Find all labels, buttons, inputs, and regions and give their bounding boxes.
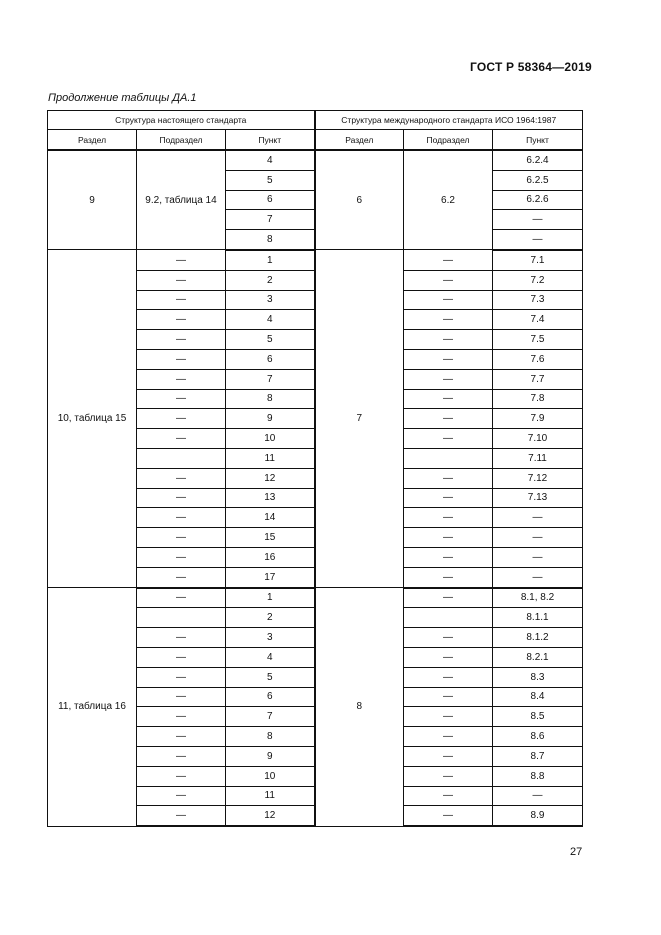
point-cell: 2 [226, 608, 315, 628]
point-cell: 8 [226, 389, 315, 409]
point-cell: 14 [226, 508, 315, 528]
subsection-cell: — [137, 270, 226, 290]
subsection-cell: — [137, 369, 226, 389]
intl-point-cell: 7.9 [493, 409, 583, 429]
point-cell: 4 [226, 150, 315, 170]
intl-subsection-cell: — [404, 349, 493, 369]
document-code: ГОСТ Р 58364—2019 [470, 60, 592, 74]
point-cell: 12 [226, 806, 315, 826]
subsection-cell: — [137, 687, 226, 707]
subsection-cell: — [137, 508, 226, 528]
subsection-cell: — [137, 547, 226, 567]
point-cell: 8 [226, 727, 315, 747]
point-cell: 5 [226, 330, 315, 350]
intl-subsection-cell: — [404, 369, 493, 389]
section-cell: 11, таблица 16 [48, 588, 137, 827]
intl-subsection-cell: — [404, 508, 493, 528]
column-header: Раздел [315, 130, 404, 151]
subsection-cell: — [137, 806, 226, 826]
point-cell: 5 [226, 170, 315, 190]
intl-point-cell: 7.13 [493, 488, 583, 508]
intl-point-cell: 8.1.2 [493, 628, 583, 648]
intl-point-cell: 6.2.5 [493, 170, 583, 190]
subsection-cell: — [137, 766, 226, 786]
intl-point-cell: 7.1 [493, 250, 583, 270]
column-header: Подраздел [404, 130, 493, 151]
intl-point-cell: — [493, 528, 583, 548]
subsection-cell: — [137, 389, 226, 409]
intl-subsection-cell: — [404, 429, 493, 449]
subsection-cell: — [137, 588, 226, 608]
intl-point-cell: 8.5 [493, 707, 583, 727]
intl-point-cell: 7.6 [493, 349, 583, 369]
point-cell: 2 [226, 270, 315, 290]
column-header: Подраздел [137, 130, 226, 151]
subsection-cell: — [137, 667, 226, 687]
point-cell: 3 [226, 290, 315, 310]
column-header: Пункт [493, 130, 583, 151]
subsection-cell: — [137, 250, 226, 270]
subsection-cell: 9.2, таблица 14 [137, 150, 226, 250]
intl-subsection-cell: — [404, 687, 493, 707]
intl-point-cell: — [493, 786, 583, 806]
intl-subsection-cell: — [404, 647, 493, 667]
table-body [48, 150, 583, 826]
intl-subsection-cell: — [404, 806, 493, 826]
subsection-cell: — [137, 488, 226, 508]
intl-subsection-cell: — [404, 528, 493, 548]
column-header: Пункт [226, 130, 315, 151]
subsection-cell: — [137, 468, 226, 488]
intl-subsection-cell: — [404, 588, 493, 608]
intl-subsection-cell [404, 448, 493, 468]
subsection-cell: — [137, 567, 226, 587]
point-cell: 13 [226, 488, 315, 508]
point-cell: 16 [226, 547, 315, 567]
subsection-cell: — [137, 786, 226, 806]
intl-subsection-cell: — [404, 389, 493, 409]
point-cell: 3 [226, 628, 315, 648]
intl-point-cell: 7.10 [493, 429, 583, 449]
subsection-cell: — [137, 310, 226, 330]
point-cell: 9 [226, 746, 315, 766]
group-header-international: Структура международного стандарта ИСО 1964:1987 [315, 111, 583, 130]
point-cell: 10 [226, 429, 315, 449]
intl-subsection-cell: — [404, 766, 493, 786]
intl-subsection-cell: — [404, 250, 493, 270]
intl-point-cell: — [493, 230, 583, 250]
point-cell: 4 [226, 647, 315, 667]
subsection-cell: — [137, 647, 226, 667]
intl-point-cell: 6.2.4 [493, 150, 583, 170]
subsection-cell: — [137, 707, 226, 727]
intl-subsection-cell: — [404, 330, 493, 350]
table-row [48, 588, 583, 608]
subsection-cell: — [137, 727, 226, 747]
intl-subsection-cell: — [404, 547, 493, 567]
intl-section-cell: 7 [315, 250, 404, 588]
subsection-cell: — [137, 746, 226, 766]
intl-subsection-cell: — [404, 488, 493, 508]
intl-subsection-cell: — [404, 667, 493, 687]
intl-point-cell: — [493, 210, 583, 230]
intl-point-cell: 7.4 [493, 310, 583, 330]
intl-point-cell: 7.5 [493, 330, 583, 350]
intl-point-cell: 7.2 [493, 270, 583, 290]
intl-point-cell: 8.1.1 [493, 608, 583, 628]
intl-point-cell: 7.8 [493, 389, 583, 409]
point-cell: 1 [226, 588, 315, 608]
table-caption: Продолжение таблицы ДА.1 [48, 92, 197, 104]
intl-subsection-cell: — [404, 310, 493, 330]
subsection-cell: — [137, 330, 226, 350]
intl-section-cell: 6 [315, 150, 404, 250]
intl-point-cell: 8.3 [493, 667, 583, 687]
table-row [48, 250, 583, 270]
intl-subsection-cell: — [404, 707, 493, 727]
correspondence-table [47, 110, 583, 827]
subsection-cell: — [137, 409, 226, 429]
intl-point-cell: 8.8 [493, 766, 583, 786]
point-cell: 15 [226, 528, 315, 548]
intl-subsection-cell: — [404, 786, 493, 806]
point-cell: 6 [226, 190, 315, 210]
subsection-cell: — [137, 429, 226, 449]
point-cell: 4 [226, 310, 315, 330]
point-cell: 10 [226, 766, 315, 786]
intl-point-cell: 7.11 [493, 448, 583, 468]
intl-point-cell: 8.9 [493, 806, 583, 826]
intl-point-cell: 8.1, 8.2 [493, 588, 583, 608]
point-cell: 8 [226, 230, 315, 250]
table-row [48, 150, 583, 170]
subsection-cell: — [137, 528, 226, 548]
point-cell: 11 [226, 448, 315, 468]
intl-point-cell: — [493, 508, 583, 528]
intl-subsection-cell [404, 608, 493, 628]
intl-point-cell: 8.2.1 [493, 647, 583, 667]
point-cell: 5 [226, 667, 315, 687]
intl-point-cell: 8.4 [493, 687, 583, 707]
subsection-cell: — [137, 349, 226, 369]
point-cell: 7 [226, 210, 315, 230]
intl-point-cell: 8.6 [493, 727, 583, 747]
subsection-cell: — [137, 290, 226, 310]
intl-subsection-cell: — [404, 567, 493, 587]
intl-subsection-cell: — [404, 746, 493, 766]
point-cell: 6 [226, 349, 315, 369]
point-cell: 7 [226, 369, 315, 389]
point-cell: 17 [226, 567, 315, 587]
intl-point-cell: 8.7 [493, 746, 583, 766]
point-cell: 9 [226, 409, 315, 429]
intl-subsection-cell: — [404, 270, 493, 290]
intl-point-cell: 7.3 [493, 290, 583, 310]
page-number: 27 [570, 846, 583, 858]
intl-subsection-cell: 6.2 [404, 150, 493, 250]
section-cell: 10, таблица 15 [48, 250, 137, 588]
point-cell: 6 [226, 687, 315, 707]
intl-subsection-cell: — [404, 409, 493, 429]
subsection-cell: — [137, 628, 226, 648]
point-cell: 1 [226, 250, 315, 270]
intl-point-cell: 7.7 [493, 369, 583, 389]
point-cell: 12 [226, 468, 315, 488]
intl-point-cell: 6.2.6 [493, 190, 583, 210]
column-header: Раздел [48, 130, 137, 151]
point-cell: 11 [226, 786, 315, 806]
intl-subsection-cell: — [404, 468, 493, 488]
point-cell: 7 [226, 707, 315, 727]
section-cell: 9 [48, 150, 137, 250]
group-header-current: Структура настоящего стандарта [48, 111, 315, 130]
intl-subsection-cell: — [404, 628, 493, 648]
intl-subsection-cell: — [404, 727, 493, 747]
intl-point-cell: — [493, 547, 583, 567]
subsection-cell [137, 608, 226, 628]
intl-section-cell: 8 [315, 588, 404, 827]
intl-point-cell: — [493, 567, 583, 587]
intl-subsection-cell: — [404, 290, 493, 310]
intl-point-cell: 7.12 [493, 468, 583, 488]
subsection-cell [137, 448, 226, 468]
